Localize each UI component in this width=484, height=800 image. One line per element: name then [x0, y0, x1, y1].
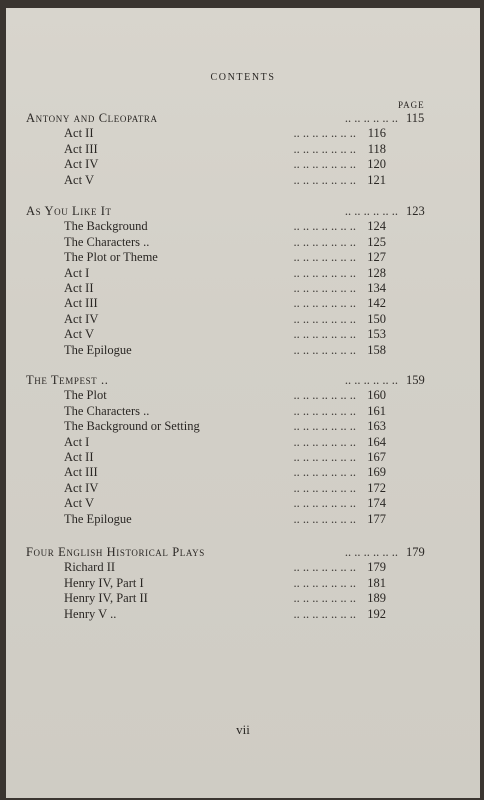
- toc-entry: [26, 327, 446, 342]
- leader-dots: .. .. .. .. .. .. ..: [293, 296, 356, 311]
- leader-dots: .. .. .. .. .. .. ..: [293, 511, 356, 526]
- entry-title: Act I: [64, 434, 90, 449]
- toc-section-heading: [26, 373, 446, 388]
- toc-entry: [26, 576, 446, 591]
- toc-section-heading: [26, 545, 446, 560]
- entry-title: The Background: [64, 219, 148, 234]
- entry-page-number: 169: [367, 465, 386, 480]
- toc-entry: [26, 235, 446, 250]
- entry-page-number: 153: [367, 327, 386, 342]
- leader-dots: .. .. .. .. .. .. ..: [293, 141, 356, 156]
- toc-entry: [26, 281, 446, 296]
- book-page: [6, 8, 480, 798]
- leader-dots: .. .. .. .. .. .. ..: [293, 496, 356, 511]
- entry-title: Henry V ..: [64, 606, 117, 621]
- toc-section: [26, 373, 446, 527]
- toc-entry: [26, 465, 446, 480]
- entry-title: Henry IV, Part I: [64, 575, 144, 590]
- toc-entry: [26, 157, 446, 172]
- section-page-number: 115: [406, 111, 425, 125]
- toc-entry: [26, 142, 446, 157]
- toc-entry: [26, 591, 446, 606]
- entry-page-number: 125: [367, 234, 386, 249]
- entry-title: The Epilogue: [64, 511, 132, 526]
- entry-title: Act V: [64, 327, 94, 342]
- leader-dots: .. .. .. .. .. .. ..: [293, 434, 356, 449]
- toc-entry: [26, 419, 446, 434]
- leader-dots: .. .. .. .. .. .. ..: [293, 560, 356, 575]
- leader-dots: .. .. .. .. .. .. ..: [293, 219, 356, 234]
- entry-page-number: 167: [367, 449, 386, 464]
- toc-entry: [26, 560, 446, 575]
- leader-dots: .. .. .. .. .. .. ..: [293, 234, 356, 249]
- toc-section-heading: [26, 204, 446, 219]
- leader-dots: .. .. .. .. .. ..: [344, 204, 398, 218]
- entry-page-number: 142: [367, 296, 386, 311]
- section-title: Four English Historical Plays: [26, 545, 205, 559]
- leader-dots: .. .. .. .. .. ..: [344, 373, 398, 387]
- entry-title: Act II: [64, 280, 94, 295]
- entry-title: Henry IV, Part II: [64, 591, 148, 606]
- toc-section: [26, 111, 446, 188]
- toc-entry: [26, 173, 446, 188]
- entry-page-number: 161: [367, 403, 386, 418]
- entry-page-number: 158: [367, 342, 386, 357]
- toc-entry: [26, 266, 446, 281]
- leader-dots: .. .. .. .. .. .. ..: [293, 157, 356, 172]
- page-column-label: PAGE: [398, 100, 425, 110]
- entry-page-number: 192: [367, 606, 386, 621]
- page-number-footer: vii: [236, 722, 250, 737]
- entry-page-number: 134: [367, 280, 386, 295]
- toc-section: [26, 204, 446, 358]
- entry-page-number: 160: [367, 388, 386, 403]
- leader-dots: .. .. .. .. .. .. ..: [293, 480, 356, 495]
- entry-page-number: 179: [367, 560, 386, 575]
- entry-page-number: 124: [367, 219, 386, 234]
- entry-title: Act III: [64, 296, 98, 311]
- leader-dots: .. .. .. .. .. .. ..: [293, 575, 356, 590]
- leader-dots: .. .. .. .. .. .. ..: [293, 606, 356, 621]
- leader-dots: .. .. .. .. .. .. ..: [293, 449, 356, 464]
- leader-dots: .. .. .. .. .. .. ..: [293, 311, 356, 326]
- leader-dots: .. .. .. .. .. ..: [344, 545, 398, 559]
- section-page-number: 123: [406, 204, 425, 218]
- entry-page-number: 128: [367, 265, 386, 280]
- leader-dots: .. .. .. .. .. .. ..: [293, 403, 356, 418]
- entry-title: Act I: [64, 265, 90, 280]
- toc-entry: [26, 219, 446, 234]
- leader-dots: .. .. .. .. .. .. ..: [293, 591, 356, 606]
- toc-entry: [26, 312, 446, 327]
- toc-entry: [26, 250, 446, 265]
- entry-title: Act IV: [64, 480, 99, 495]
- entry-title: The Plot or Theme: [64, 250, 158, 265]
- entry-page-number: 116: [367, 126, 386, 141]
- entry-title: The Epilogue: [64, 342, 132, 357]
- leader-dots: .. .. .. .. .. .. ..: [293, 126, 356, 141]
- toc-entry: [26, 126, 446, 141]
- leader-dots: .. .. .. .. .. .. ..: [293, 327, 356, 342]
- toc-entry: [26, 343, 446, 358]
- leader-dots: .. .. .. .. .. .. ..: [293, 280, 356, 295]
- toc-entry: [26, 481, 446, 496]
- section-title: Antony and Cleopatra: [26, 111, 158, 125]
- entry-page-number: 121: [367, 172, 386, 187]
- toc-entry: [26, 450, 446, 465]
- entry-title: The Characters ..: [64, 403, 150, 418]
- toc-entry: [26, 388, 446, 403]
- toc-entry: [26, 607, 446, 622]
- toc-entry: [26, 404, 446, 419]
- contents-heading: CONTENTS: [210, 72, 276, 83]
- leader-dots: .. .. .. .. .. .. ..: [293, 465, 356, 480]
- entry-page-number: 181: [367, 575, 386, 590]
- leader-dots: .. .. .. .. .. .. ..: [293, 265, 356, 280]
- toc-entry: [26, 496, 446, 511]
- toc-section: [26, 545, 446, 622]
- leader-dots: .. .. .. .. .. .. ..: [293, 250, 356, 265]
- section-page-number: 179: [406, 545, 425, 559]
- entry-page-number: 127: [367, 250, 386, 265]
- entry-title: Act V: [64, 496, 94, 511]
- toc-entry: [26, 296, 446, 311]
- leader-dots: .. .. .. .. .. .. ..: [293, 388, 356, 403]
- entry-page-number: 163: [367, 419, 386, 434]
- entry-page-number: 120: [367, 157, 386, 172]
- entry-page-number: 189: [367, 591, 386, 606]
- entry-title: Richard II: [64, 560, 116, 575]
- toc-entry: [26, 512, 446, 527]
- entry-title: The Characters ..: [64, 234, 150, 249]
- leader-dots: .. .. .. .. .. .. ..: [293, 419, 356, 434]
- entry-title: Act V: [64, 172, 94, 187]
- entry-title: Act II: [64, 126, 94, 141]
- entry-title: Act III: [64, 141, 98, 156]
- entry-page-number: 150: [367, 311, 386, 326]
- toc-section-heading: [26, 111, 446, 126]
- section-page-number: 159: [406, 373, 425, 387]
- leader-dots: .. .. .. .. .. ..: [344, 111, 398, 125]
- entry-page-number: 118: [367, 141, 386, 156]
- leader-dots: .. .. .. .. .. .. ..: [293, 342, 356, 357]
- entry-page-number: 174: [367, 496, 386, 511]
- entry-title: Act IV: [64, 157, 99, 172]
- entry-page-number: 172: [367, 480, 386, 495]
- entry-title: The Plot: [64, 388, 107, 403]
- entry-title: The Background or Setting: [64, 419, 200, 434]
- section-title: The Tempest ..: [26, 373, 109, 387]
- entry-page-number: 164: [367, 434, 386, 449]
- section-title: As You Like It: [26, 204, 112, 218]
- leader-dots: .. .. .. .. .. .. ..: [293, 172, 356, 187]
- entry-title: Act IV: [64, 311, 99, 326]
- entry-title: Act III: [64, 465, 98, 480]
- entry-page-number: 177: [367, 511, 386, 526]
- toc-entry: [26, 435, 446, 450]
- entry-title: Act II: [64, 449, 94, 464]
